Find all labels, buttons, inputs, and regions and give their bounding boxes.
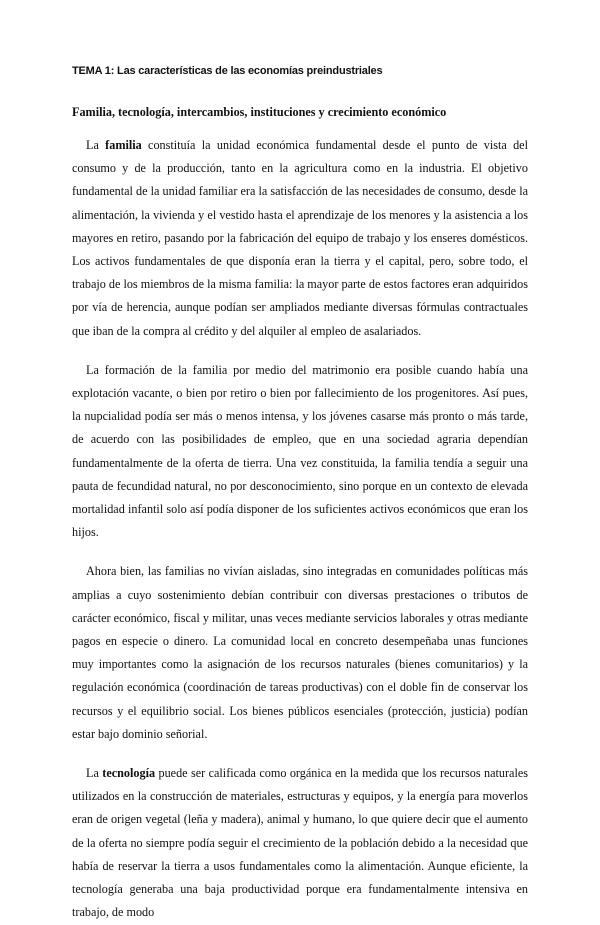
paragraph-intro: La <box>86 766 103 781</box>
section-title: Familia, tecnología, intercambios, instituciones y crecimiento económico <box>72 105 447 119</box>
paragraph-familia <box>72 134 528 343</box>
paragraph-intro: La <box>86 138 106 152</box>
paragraph-formacion-familia <box>72 359 528 545</box>
topic-title: TEMA 1: Las características de las economías preindustriales <box>72 65 383 77</box>
key-term-tecnologia: tecnología <box>102 766 156 781</box>
paragraph-text: Ahora bien, las familias no vivían aisladas, sino integradas en comunidades políticas más amplias a cuyo sostenimiento debían contribuir con diversas prestaciones o tributos de carácter económico, fiscal y militar, unas veces mediante servicios laborales y otras mediante pagos en especie o dinero. La comunidad local en concreto desempeñaba unas funciones muy importantes como la asignación de los recursos naturales (bienes comunitarios) y la regulación económica (coordinación de tareas productivas) con el doble fin de conservar los recursos y el equilibrio social. Los bienes públicos esenciales (protección, justicia) podían estar bajo dominio señorial. <box>72 564 528 741</box>
paragraph-text: puede ser calificada como orgánica en la medida que los recursos naturales utilizados en la construcción de materiales, estructuras y equipos, y la energía para moverlos eran de origen vegetal (leña y madera), animal y humano, lo que quiere decir que el aumento de la oferta no siempre podía seguir el crecimiento de la población debido a la necesidad que había de reservar la tierra a usos fundamentales como la alimentación. Aunque eficiente, la tecnología generaba una baja productividad porque era fundamentalmente intensiva en trabajo, de modo <box>72 766 528 920</box>
paragraph-text: constituía la unidad económica fundamental desde el punto de vista del consumo y de la producción, tanto en la agricultura como en la industria. El objetivo fundamental de la unidad familiar era la satisfacción de las necesidades de consumo, desde la alimentación, la vivienda y el vestido hasta el aprendizaje de los menores y la asistencia a los mayores en retiro, pasando por la fabricación del equipo de trabajo y los enseres domésticos. Los activos fundamentales de que disponía eran la tierra y el capital, pero, sobre todo, el trabajo de los miembros de la misma familia: la mayor parte de estos factores eran adquiridos por vía de herencia, aunque podían ser ampliados mediante diversas fórmulas contractuales que iban de la compra al crédito y del alquiler al empleo de asalariados. <box>72 138 528 338</box>
key-term-familia: familia <box>105 138 142 152</box>
paragraph-text: La formación de la familia por medio del matrimonio era posible cuando había una explotación vacante, o bien por retiro o bien por fallecimiento de los progenitores. Así pues, la nupcialidad podía ser más o menos intensa, y los jóvenes casarse más pronto o más tarde, de acuerdo con las posibilidades de empleo, que en una sociedad agraria dependían fundamentalmente de la oferta de tierra. Una vez constituida, la familia tendía a seguir una pauta de fecundidad natural, no por desconocimiento, sino porque en un contexto de elevada mortalidad infantil solo así podía disponer de los suficientes activos económicos que eran los hijos. <box>72 362 528 540</box>
paragraph-comunidades <box>72 560 528 746</box>
paragraph-tecnologia <box>72 762 528 924</box>
